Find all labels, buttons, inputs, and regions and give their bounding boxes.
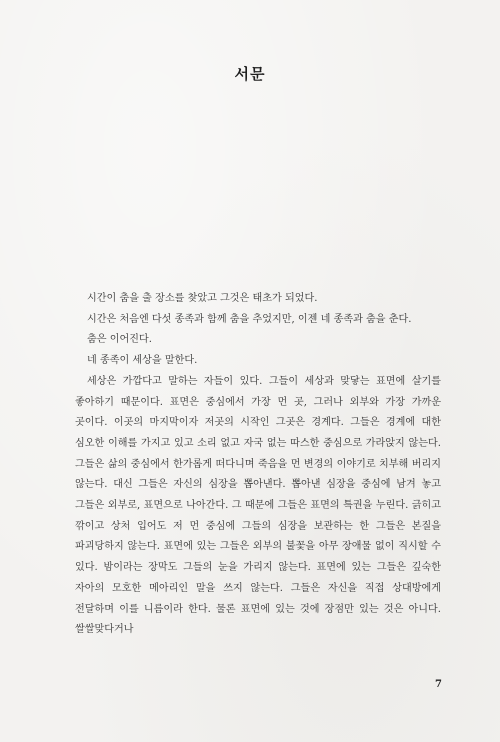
paragraph: 세상은 가깝다고 말하는 자들이 있다. 그들이 세상과 맞닿는 표면에 살기를 좋아하기 때문이다. 표면은 중심에서 가장 먼 곳, 그러나 외부와 가장 가까운 곳이다. 이곳의 마지막이자 저곳의 시작인 그곳은 경계다. 그들은 경계에 대한 심오한 이해를 가지고 있고 소리 없고 자국 없는 따스한 중심으로 가라앉지 않는다. 그들은 삶의 중심에서 한가롭게 떠다니며 죽음을 먼 변경의 이야기로 치부해 버리지 않는다. 대신 그들은 자신의 심장을 뽑아낸다. 뽑아낸 심장을 중심에 남겨 놓고 그들은 외부로, 표면으로 나아간다. 그 때문에 그들은 표면의 특권을 누린다. 긁히고 깎이고 상처 입어도 저 먼 중심에 그들의 심장을 보관하는 한 그들은 본질을 파괴당하지 않는다. 표면에 있는 그들은 외부의 불꽃을 아무 장애물 없이 직시할 수 있다. 밤이라는 장막도 그들의 눈을 가리지 않는다. 표면에 있는 그들은 깊숙한 자아의 모호한 메아리인 말을 쓰지 않는다. 그들은 자신을 직접 상대방에게 전달하며 이를 니름이라 한다. 물론 표면에 있는 것에 장점만 있는 것은 아니다. 쌀쌀맞다거나 xyxy=(75,375,441,636)
paragraph: 춤은 이어진다. xyxy=(87,334,152,346)
paragraph: 네 종족이 세상을 말한다. xyxy=(87,355,198,367)
page-title: 서문 xyxy=(234,65,266,83)
paragraph: 시간은 처음엔 다섯 종족과 함께 춤을 추었지만, 이젠 네 종족과 춤을 춘다. xyxy=(87,313,412,325)
body-text xyxy=(75,289,441,641)
paragraph: 시간이 춤을 출 장소를 찾았고 그것은 태초가 되었다. xyxy=(87,293,318,304)
page-number: 7 xyxy=(435,679,442,690)
